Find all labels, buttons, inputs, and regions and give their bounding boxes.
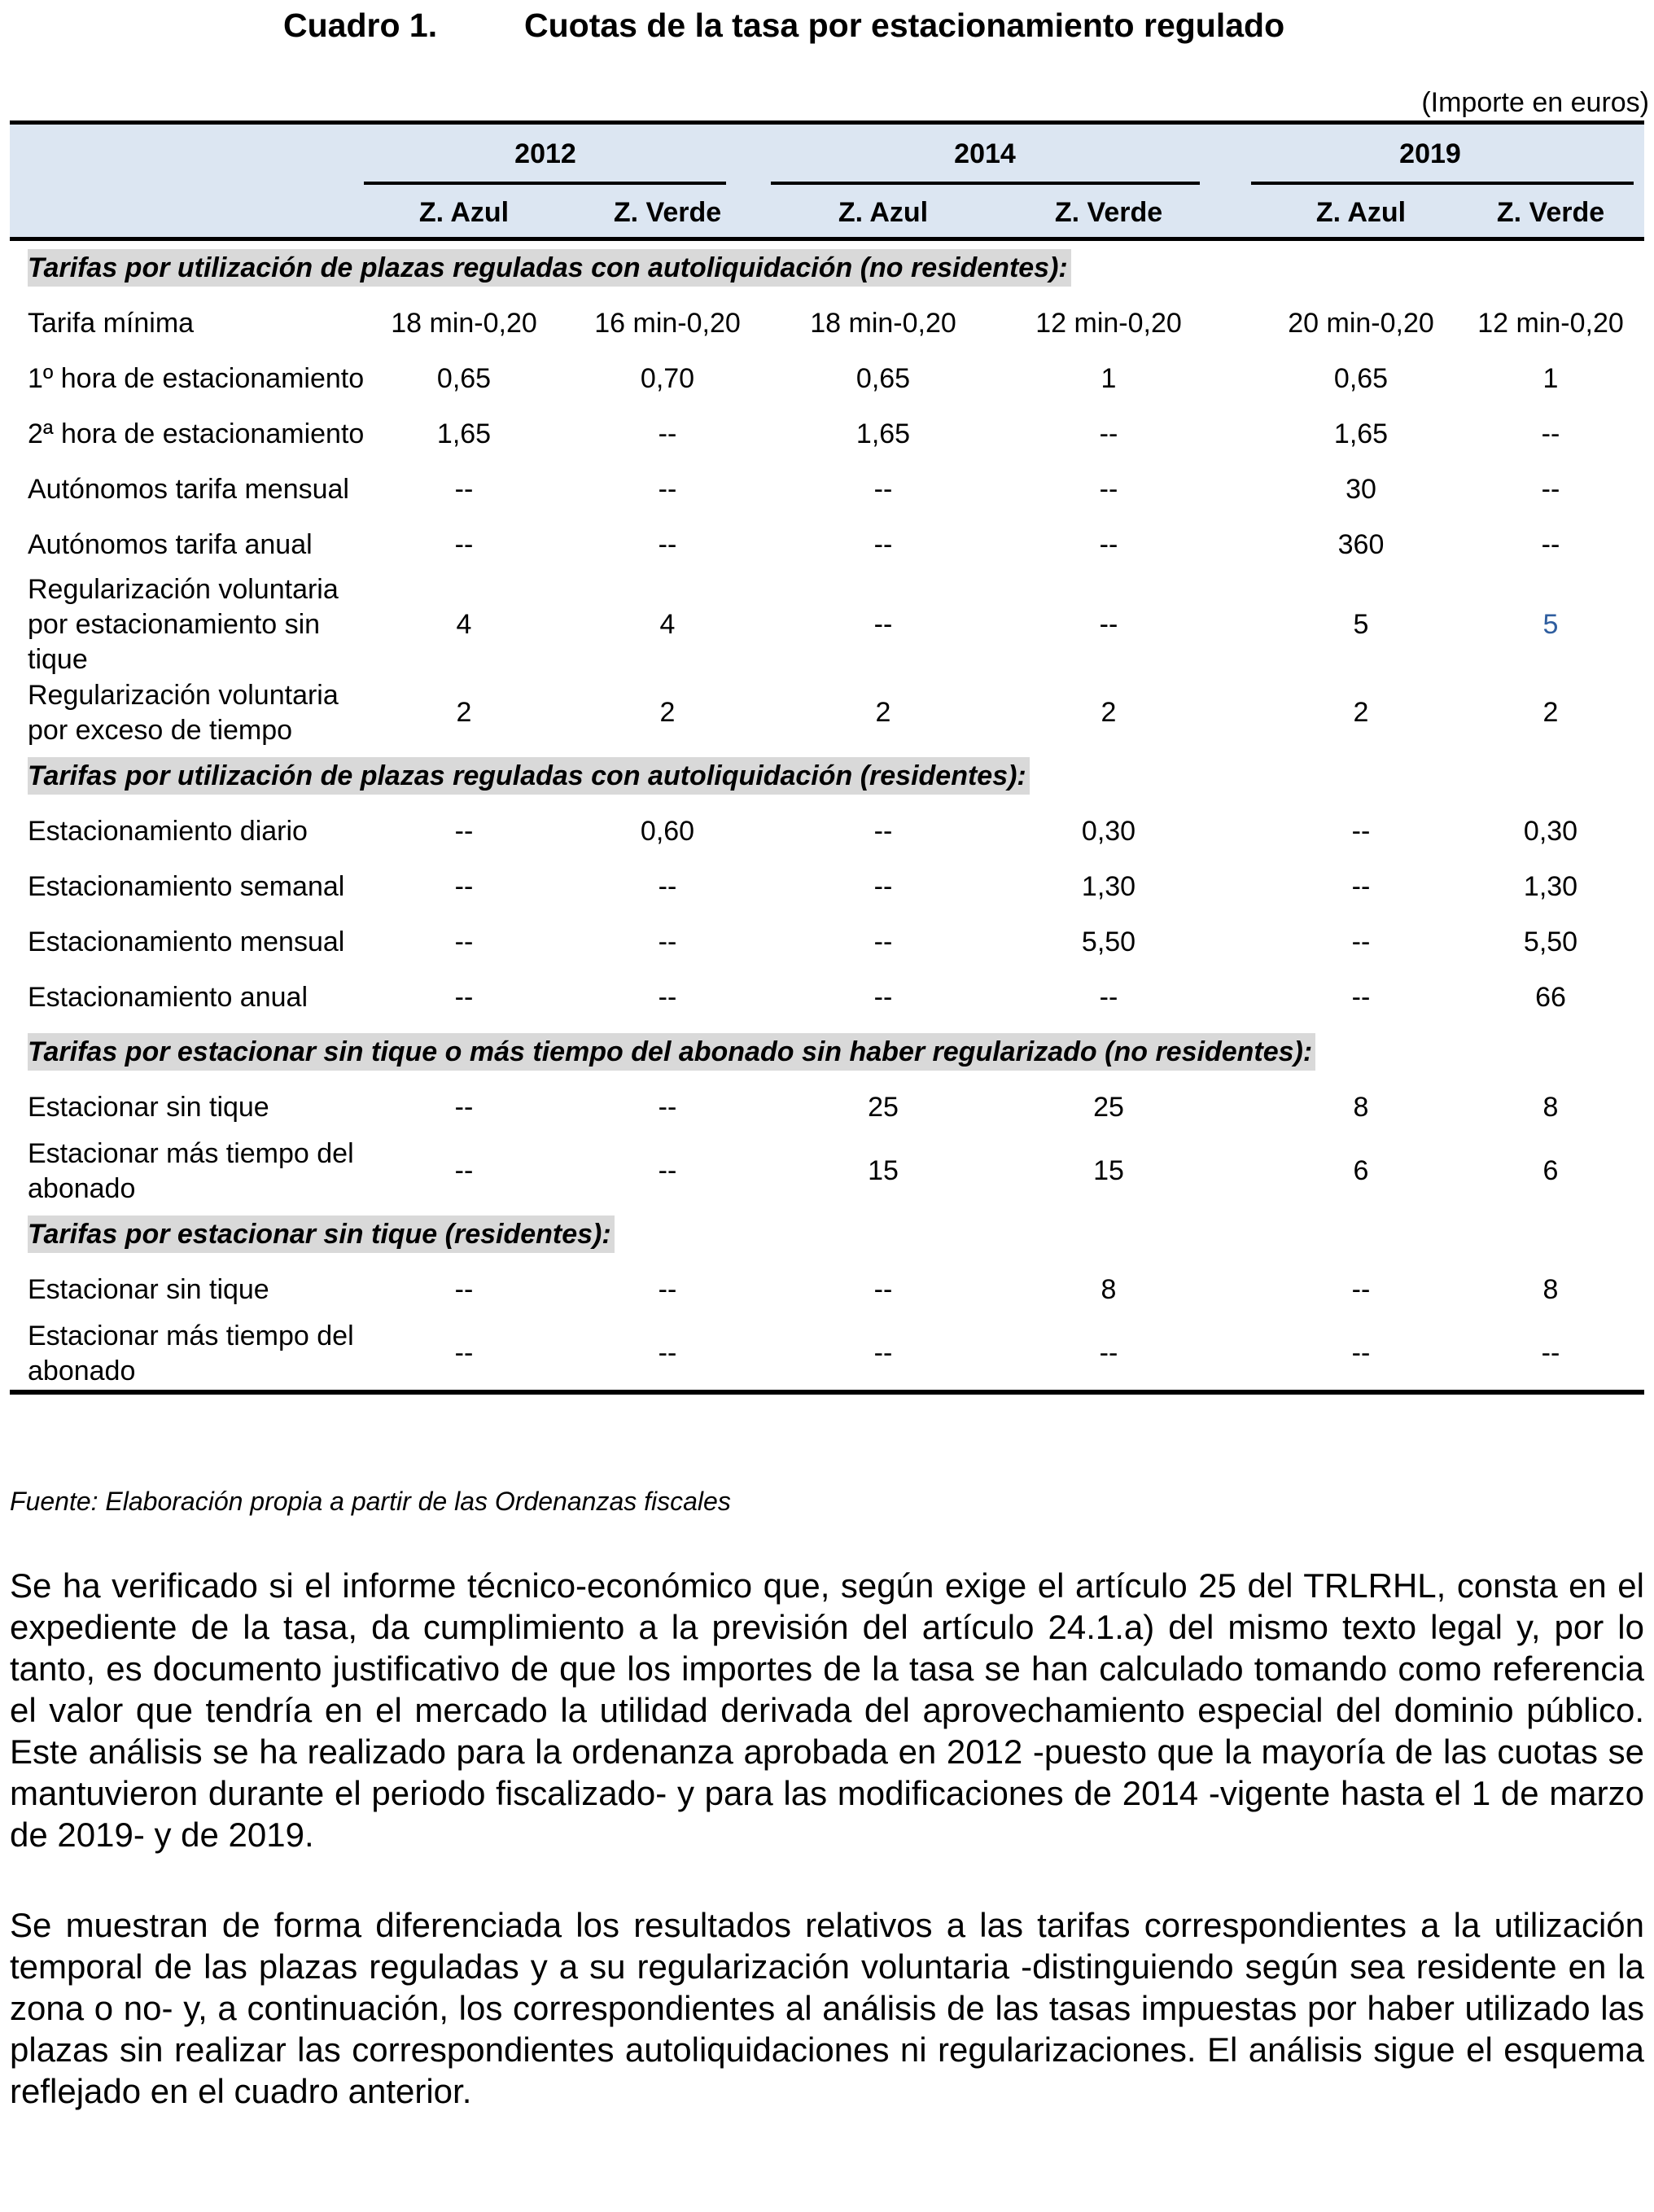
table-cell: -- (658, 870, 677, 902)
table-cell: -- (1541, 418, 1560, 449)
table-number: Cuadro 1. (283, 7, 438, 44)
row-label (28, 869, 344, 905)
table-cell: -- (454, 528, 474, 560)
zone-header: Z. Verde (613, 197, 722, 228)
table-cell: 8 (1100, 1273, 1117, 1305)
table-cell: 8 (1542, 1273, 1559, 1305)
table-cell: -- (873, 1273, 893, 1305)
table-row (10, 804, 1644, 859)
zone-header: Z. Verde (1496, 197, 1605, 228)
table-row (10, 462, 1644, 517)
table-cell: -- (873, 926, 893, 957)
table-cell: -- (658, 1273, 677, 1305)
table-cell: -- (454, 870, 474, 902)
table-cell: 20 min-0,20 (1288, 307, 1434, 339)
table-row (10, 970, 1644, 1025)
row-label (28, 1272, 269, 1307)
zone-header: Z. Azul (1315, 197, 1407, 228)
row-label-line: Regularización voluntaria (28, 679, 339, 711)
table-cell: -- (454, 1273, 474, 1305)
table-row (10, 914, 1644, 970)
table-row (10, 859, 1644, 914)
row-label-line: Estacionar sin tique (28, 1091, 269, 1123)
section-title: Tarifas por utilización de plazas reguladas con autoliquidación (no residentes): (28, 249, 1071, 287)
table-cell: 0,65 (436, 362, 492, 394)
table-source: Fuente: Elaboración propia a partir de las Ordenanzas fiscales (10, 1487, 731, 1516)
table-cell: 2 (1353, 697, 1369, 728)
table-cell: 1 (1100, 362, 1117, 394)
row-label-line: Estacionar sin tique (28, 1273, 269, 1305)
table-row (10, 406, 1644, 462)
table-cell: 0,30 (1081, 815, 1136, 847)
row-label-line: Estacionar más tiempo del (28, 1320, 354, 1351)
section-header (10, 241, 1644, 296)
table-cell: -- (658, 473, 677, 505)
table-cell: 1,30 (1081, 870, 1136, 902)
table-cell: -- (658, 981, 677, 1013)
table-cell: 5 (1353, 608, 1369, 640)
table-row (10, 1262, 1644, 1317)
table-cell: 25 (1093, 1091, 1124, 1123)
table-cell: 5 (1542, 608, 1559, 640)
table-cell: -- (1351, 815, 1371, 847)
year-underline (364, 182, 726, 185)
table-cell: -- (1351, 1338, 1371, 1369)
row-label (28, 1137, 354, 1207)
table-caption: Cuotas de la tasa por estacionamiento regulado (524, 7, 1285, 44)
table-cell: 18 min-0,20 (810, 307, 956, 339)
row-label (28, 417, 364, 452)
row-label-line: abonado (28, 1172, 136, 1204)
table-body (10, 241, 1644, 1390)
zone-header: Z. Verde (1054, 197, 1163, 228)
table-cell: -- (873, 1338, 893, 1369)
table-cell: 1,30 (1523, 870, 1578, 902)
row-label (28, 1090, 269, 1125)
table-cell: -- (1099, 418, 1118, 449)
table-cell: 0,30 (1523, 815, 1578, 847)
table-cell: -- (454, 1338, 474, 1369)
row-label-line: Autónomos tarifa mensual (28, 473, 349, 505)
year-underline (771, 182, 1200, 185)
zone-header: Z. Azul (838, 197, 929, 228)
table-cell: 1 (1542, 362, 1559, 394)
table-row (10, 351, 1644, 406)
table-cell: -- (873, 473, 893, 505)
table-cell: 2 (456, 697, 472, 728)
section-header (10, 749, 1644, 804)
table-cell: -- (658, 926, 677, 957)
table-cell: -- (1099, 1338, 1118, 1369)
row-label-line: Regularización voluntaria (28, 573, 339, 605)
table-cell: 360 (1337, 528, 1385, 560)
row-label (28, 472, 349, 507)
table-cell: -- (658, 1338, 677, 1369)
table-cell: 12 min-0,20 (1477, 307, 1624, 339)
table-cell: -- (873, 981, 893, 1013)
table-cell: 15 (868, 1155, 899, 1186)
table-cell: 12 min-0,20 (1035, 307, 1182, 339)
table-cell: 8 (1353, 1091, 1369, 1123)
row-label-line: 2ª hora de estacionamiento (28, 418, 365, 449)
table-cell: 4 (456, 608, 472, 640)
table-cell: -- (658, 418, 677, 449)
table-bottom-rule (10, 1390, 1644, 1395)
table-row (10, 296, 1644, 351)
row-label (28, 925, 344, 960)
table-cell: 0,70 (640, 362, 695, 394)
table-cell: -- (1541, 473, 1560, 505)
table-row (10, 1317, 1644, 1390)
table-cell: -- (873, 870, 893, 902)
table-cell: 18 min-0,20 (391, 307, 537, 339)
table-cell: 6 (1542, 1155, 1559, 1186)
row-label (28, 528, 313, 563)
row-label (28, 361, 364, 396)
row-label-line: Estacionamiento semanal (28, 870, 345, 902)
table-cell: 6 (1353, 1155, 1369, 1186)
row-label-line: Estacionamiento anual (28, 981, 308, 1013)
row-label-line: abonado (28, 1355, 136, 1386)
table-cell: -- (1099, 981, 1118, 1013)
table-cell: -- (658, 1155, 677, 1186)
table-cell: 2 (1542, 697, 1559, 728)
table-cell: -- (454, 815, 474, 847)
table-cell: -- (1351, 870, 1371, 902)
table-cell: -- (454, 473, 474, 505)
row-label (28, 306, 194, 341)
table-cell: -- (1099, 473, 1118, 505)
table-cell: 2 (659, 697, 676, 728)
table-cell: 16 min-0,20 (594, 307, 741, 339)
table-cell: 1,65 (436, 418, 492, 449)
table-cell: 25 (868, 1091, 899, 1123)
table-cell: -- (1541, 528, 1560, 560)
row-label (28, 1319, 354, 1389)
table-cell: -- (658, 528, 677, 560)
table-cell: 5,50 (1081, 926, 1136, 957)
row-label-line: Tarifa mínima (28, 307, 195, 339)
table-cell: -- (454, 1155, 474, 1186)
section-title: Tarifas por utilización de plazas reguladas con autoliquidación (residentes): (28, 757, 1030, 795)
row-label (28, 980, 308, 1015)
table-cell: 5,50 (1523, 926, 1578, 957)
units-note: (Importe en euros) (1421, 87, 1649, 118)
table-row (10, 677, 1644, 749)
table-row (10, 572, 1644, 677)
section-header (10, 1207, 1644, 1262)
table-cell: 0,65 (855, 362, 911, 394)
table-cell: 1,65 (855, 418, 911, 449)
row-label-line: por estacionamiento sin (28, 608, 321, 640)
zone-header: Z. Azul (418, 197, 510, 228)
year-header-2019: 2019 (1399, 138, 1461, 169)
row-label (28, 572, 339, 677)
section-header (10, 1025, 1644, 1080)
row-label-line: 1º hora de estacionamiento (28, 362, 365, 394)
table-cell: 2 (1100, 697, 1117, 728)
table-row (10, 1080, 1644, 1135)
fees-table (10, 120, 1644, 1395)
table-cell: 8 (1542, 1091, 1559, 1123)
table-cell: -- (454, 926, 474, 957)
table-cell: -- (873, 528, 893, 560)
table-cell: -- (454, 1091, 474, 1123)
table-cell: -- (454, 981, 474, 1013)
table-cell: -- (1351, 981, 1371, 1013)
table-cell: 30 (1346, 473, 1376, 505)
section-title: Tarifas por estacionar sin tique o más tiempo del abonado sin haber regularizado (no residentes): (28, 1033, 1315, 1071)
row-label (28, 814, 308, 849)
table-cell: -- (873, 815, 893, 847)
table-cell: 66 (1535, 981, 1566, 1013)
table-row (10, 1135, 1644, 1207)
table-header (10, 120, 1644, 241)
section-title: Tarifas por estacionar sin tique (residentes): (28, 1216, 615, 1253)
table-cell: -- (1351, 926, 1371, 957)
body-paragraph-1: Se ha verificado si el informe técnico-económico que, según exige el artículo 25 del TRLRHL, consta en el expediente de la tasa, da cumplimiento a la previsión del artículo 24.1.a) del mismo texto legal y, por lo tanto, es documento justificativo de que los importes de la tasa se han calculado tomando como referencia el valor que tendría en el mercado la utilidad derivada del aprovechamiento especial del dominio público. Este análisis se ha realizado para la ordenanza aprobada en 2012 -puesto que la mayoría de las cuotas se mantuvieron durante el periodo fiscalizado- y para las modificaciones de 2014 -vigente hasta el 1 de marzo de 2019- y de 2019. (10, 1566, 1644, 1854)
row-label (28, 678, 339, 748)
body-paragraph-2: Se muestran de forma diferenciada los resultados relativos a las tarifas correspondientes a la utilización temporal de las plazas reguladas y a su regularización voluntaria -distinguiendo según sea residente en la zona o no- y, a continuación, los correspondientes al análisis de las tasas impuestas por haber utilizado las plazas sin realizar las correspondientes autoliquidaciones ni regularizaciones. El análisis sigue el esquema reflejado en el cuadro anterior. (10, 1906, 1644, 2110)
year-header-2014: 2014 (954, 138, 1016, 169)
table-cell: 4 (659, 608, 676, 640)
table-cell: 0,60 (640, 815, 695, 847)
table-cell: -- (658, 1091, 677, 1123)
table-cell: -- (873, 608, 893, 640)
row-label-line: Estacionar más tiempo del (28, 1137, 354, 1169)
table-cell: -- (1099, 528, 1118, 560)
table-cell: -- (1351, 1273, 1371, 1305)
table-cell: -- (1099, 608, 1118, 640)
year-header-2012: 2012 (514, 138, 576, 169)
table-cell: 0,65 (1333, 362, 1389, 394)
table-cell: -- (1541, 1338, 1560, 1369)
row-label-line: Estacionamiento diario (28, 815, 308, 847)
table-row (10, 517, 1644, 572)
row-label-line: Autónomos tarifa anual (28, 528, 313, 560)
year-underline (1251, 182, 1634, 185)
table-cell: 2 (875, 697, 891, 728)
table-cell: 1,65 (1333, 418, 1389, 449)
row-label-line: Estacionamiento mensual (28, 926, 345, 957)
row-label-line: por exceso de tiempo (28, 714, 293, 746)
table-cell: 15 (1093, 1155, 1124, 1186)
row-label-line: tique (28, 643, 88, 675)
